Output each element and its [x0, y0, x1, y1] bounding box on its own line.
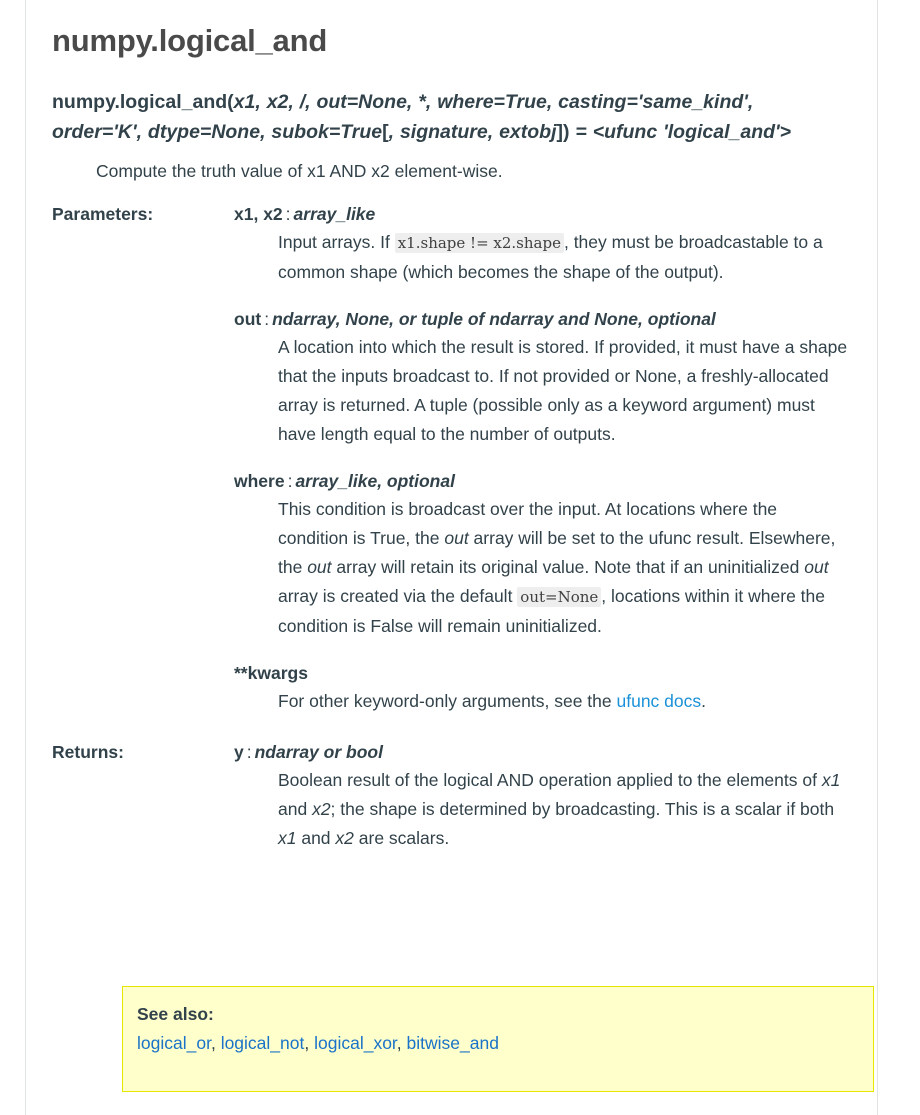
page-title: numpy.logical_and — [52, 23, 328, 58]
emphasis-text: x2 — [312, 798, 331, 819]
parameter-name: **kwargs — [234, 662, 308, 683]
description-text: array will retain its original value. Note that if an uninitialized — [331, 556, 805, 577]
returns-body-cell — [234, 739, 897, 853]
parameter-colon: : — [264, 308, 270, 329]
parameter-description — [278, 766, 848, 853]
description-text: ; the shape is determined by broadcasting. This is a scalar if both — [330, 798, 835, 819]
signature-open-bracket: [ — [382, 120, 389, 143]
see-also-link-logical-xor[interactable]: logical_xor — [314, 1033, 397, 1053]
description-text: and — [278, 798, 313, 819]
parameter-header — [234, 739, 897, 765]
see-also-links — [137, 1029, 857, 1057]
parameter-description — [278, 333, 848, 449]
signature-open-paren: ( — [227, 90, 234, 113]
description-text: This condition is broadcast over the input. At locations where the condition is True, the — [278, 498, 778, 548]
parameter-entry — [234, 201, 897, 287]
parameter-entry — [234, 739, 897, 853]
parameters-label: Parameters: — [52, 203, 154, 224]
parameter-description — [278, 228, 848, 287]
parameter-name: where — [234, 470, 285, 491]
function-signature — [52, 87, 812, 147]
description-text: , locations within it where the condition is False will remain uninitialized. — [278, 585, 826, 636]
parameter-type: ndarray or bool — [254, 741, 383, 762]
inline-code: out=None — [517, 587, 601, 607]
description-text: array will be set to the ufunc result. Elsewhere, the — [278, 527, 836, 577]
description-text: and — [296, 827, 336, 848]
emphasis-text: out — [444, 527, 469, 548]
parameters-label-cell — [52, 201, 234, 716]
signature-arguments: x1, x2, /, out=None, *, where=True, casting='same_kind', order='K', dtype=None, subok=True — [52, 90, 754, 143]
returns-label-cell — [52, 739, 234, 853]
returns-label: Returns: — [52, 741, 124, 762]
parameter-description — [278, 495, 848, 641]
see-also-link-logical-not[interactable]: logical_not — [220, 1033, 305, 1053]
description-text: . — [701, 690, 707, 711]
emphasis-text: x2 — [335, 827, 354, 848]
signature-optional-arguments: , signature, extobj — [388, 120, 557, 143]
documentation-page-frame — [25, 0, 878, 1115]
parameter-entry — [234, 468, 897, 641]
description-text: are scalars. — [353, 827, 450, 848]
parameter-header — [234, 201, 897, 227]
parameter-type: array_like — [293, 203, 376, 224]
inline-code: x1.shape != x2.shape — [395, 233, 564, 253]
description-text: Boolean result of the logical AND operation applied to the elements of — [278, 769, 822, 790]
see-also-link-logical-or[interactable]: logical_or — [137, 1033, 211, 1053]
see-also-separator: , — [210, 1033, 221, 1053]
description-text: For other keyword-only arguments, see the — [278, 690, 617, 711]
documentation-content — [52, 0, 897, 853]
parameter-name: y — [234, 741, 244, 762]
description-text: Input arrays. If — [278, 231, 395, 252]
parameters-table — [52, 201, 897, 716]
parameter-type: array_like, optional — [295, 470, 455, 491]
parameters-list — [234, 201, 897, 716]
parameter-entry — [234, 660, 897, 716]
see-also-separator: , — [396, 1033, 407, 1053]
parameter-entry — [234, 306, 897, 449]
emphasis-text: out — [804, 556, 829, 577]
parameter-colon: : — [246, 741, 252, 762]
description-text: A location into which the result is stored. If provided, it must have a shape that the inputs broadcast to. If not provided or None, a freshly-allocated array is returned. A tuple (possible only as a keyword argument) must have length equal to the number of outputs. — [278, 336, 848, 444]
emphasis-text: out — [307, 556, 332, 577]
parameter-header — [234, 660, 897, 686]
function-summary: Compute the truth value of x1 AND x2 element-wise. — [96, 160, 503, 181]
ufunc-docs-link[interactable]: ufunc docs — [616, 690, 702, 711]
returns-table — [52, 739, 897, 853]
parameter-header — [234, 306, 897, 332]
emphasis-text: x1 — [278, 827, 297, 848]
signature-close-bracket: ] — [556, 120, 563, 143]
parameter-name: x1, x2 — [234, 203, 283, 224]
parameter-type: ndarray, None, or tuple of ndarray and None, optional — [272, 308, 716, 329]
description-text: , they must be broadcastable to a common shape (which becomes the shape of the output). — [278, 231, 823, 282]
parameter-name: out — [234, 308, 262, 329]
signature-function-name: numpy.logical_and — [52, 90, 228, 113]
see-also-title: See also: — [137, 1004, 214, 1024]
parameter-colon: : — [287, 470, 293, 491]
signature-close-paren: ) — [563, 120, 570, 143]
see-also-separator: , — [304, 1033, 315, 1053]
parameters-body-cell — [234, 201, 897, 716]
see-also-link-bitwise-and[interactable]: bitwise_and — [406, 1033, 499, 1053]
signature-assignment: = <ufunc 'logical_and'> — [569, 120, 792, 143]
see-also-box — [122, 986, 874, 1092]
emphasis-text: x1 — [821, 769, 841, 790]
description-text: array is created via the default — [278, 585, 518, 606]
parameter-header — [234, 468, 897, 494]
returns-list — [234, 739, 897, 853]
parameter-description — [278, 687, 848, 716]
parameter-colon: : — [285, 203, 291, 224]
